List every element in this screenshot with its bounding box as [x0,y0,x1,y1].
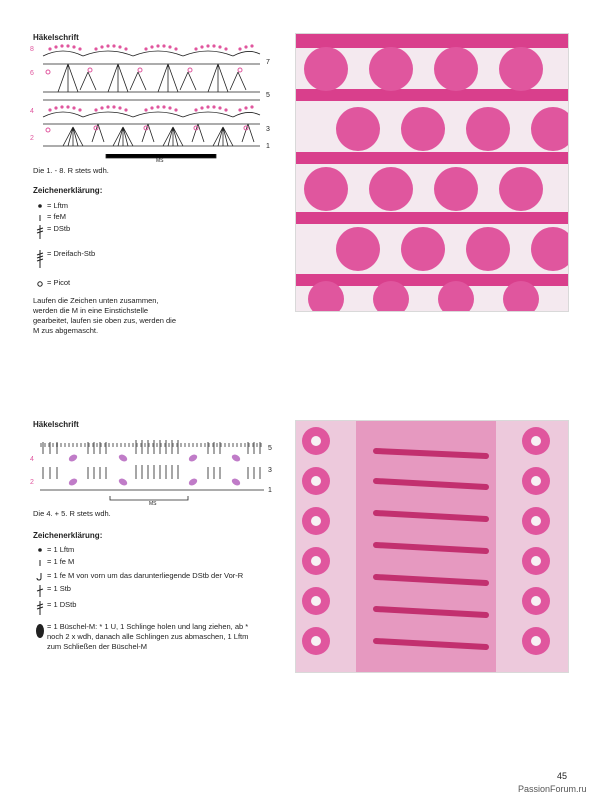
section2-title: Häkelschrift [33,420,79,429]
legend2-row-hook [33,571,243,581]
legend1-row-fem [33,212,66,222]
row-label-5b: 5 [268,445,272,452]
legend1-row-dreifach [33,249,95,269]
hook-icon [33,571,47,581]
section1-paragraph: Laufen die Zeichen unten zusammen, werden die M in eine Einstichstelle gearbeitet, laufen sie oben zus, werden die M zus abgemascht. [33,296,177,335]
legend2-text-cluster: = 1 Büschel-M: * 1 U, 1 Schlinge holen und lang ziehen, ab * noch 2 x wdh, danach alle Schlingen zus abmaschen, 1 Lftm zum Schließen der Büschel-M [47,622,249,651]
legend1-text-fem: = feM [47,212,66,221]
row-label-2b: 2 [30,479,34,486]
page-number: 45 [557,771,568,781]
dreifach-stb-icon [33,249,47,269]
row-label-6: 6 [30,70,34,77]
crochet-photo-1 [295,33,569,312]
section2-legend-title: Zeichenerklärung: [33,531,103,540]
row-label-8: 8 [30,46,34,53]
section2-note: Die 4. + 5. R stets wdh. [33,509,111,518]
legend2-row-dstb [33,600,76,616]
dstb-icon [33,224,47,240]
watermark: PassionForum.ru [518,784,587,794]
legend1-row-dstb [33,224,70,240]
crochet-photo-2 [295,420,569,673]
crochet-chart-1 [28,42,278,164]
row-label-4b: 4 [30,456,34,463]
section1-title: Häkelschrift [33,33,79,42]
row-label-2: 2 [30,135,34,142]
legend1-text-dstb: = DStb [47,224,71,233]
row-label-3: 3 [266,126,270,133]
stb-icon [33,584,47,598]
legend2-text-lftm: = 1 Lftm [47,545,75,554]
legend2-row-fem [33,557,74,567]
dot-icon [33,545,47,555]
crochet-chart-2 [28,432,278,506]
legend2-row-cluster [33,622,257,652]
row-label-7: 7 [266,59,270,66]
row-label-1b: 1 [268,487,272,494]
short-bar-icon [33,212,47,222]
legend2-text-fem: = 1 fe M [47,557,75,566]
legend1-text-picot: = Picot [47,278,71,287]
legend2-row-stb [33,584,71,598]
legend1-row-picot [33,278,70,288]
section1-note: Die 1. - 8. R stets wdh. [33,166,109,175]
dot-icon [33,201,47,211]
dstb-icon [33,600,47,616]
row-label-5: 5 [266,92,270,99]
section1-legend-title: Zeichenerklärung: [33,186,103,195]
row-label-4: 4 [30,108,34,115]
row-label-1: 1 [266,143,270,150]
cluster-icon [33,622,47,640]
legend1-text-dreifach: = Dreifach-Stb [47,249,96,258]
row-label-3b: 3 [268,467,272,474]
legend2-text-stb: = 1 Stb [47,584,71,593]
ms-label-2: MS [149,501,157,506]
picot-icon [33,278,47,288]
legend1-text-lftm: = Lftm [47,201,69,210]
ms-label-1: MS [156,158,164,164]
legend2-text-hook: = 1 fe M von vorn um das darunterliegende DStb der Vor-R [47,571,244,580]
legend2-row-lftm [33,545,74,555]
legend1-row-lftm [33,201,68,211]
short-bar-icon [33,557,47,567]
legend2-text-dstb: = 1 DStb [47,600,77,609]
